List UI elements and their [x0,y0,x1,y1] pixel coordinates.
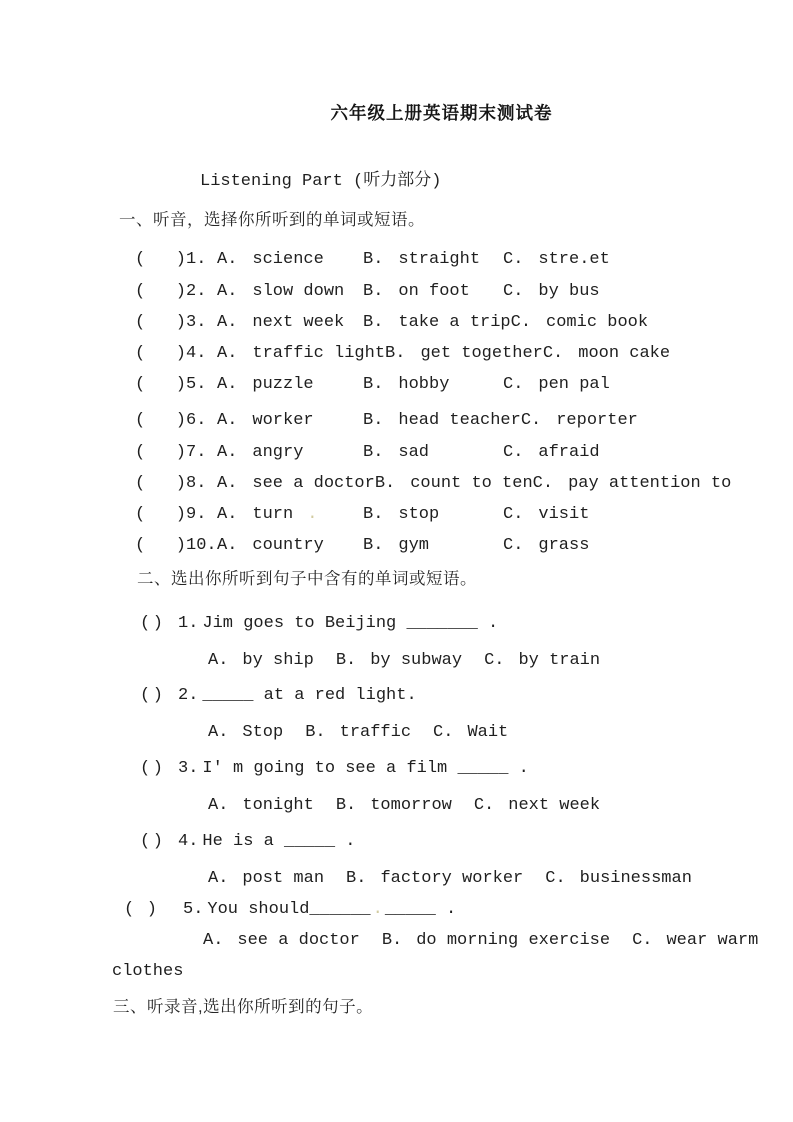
question-number: 2. [178,686,199,705]
option-text: grass [538,536,590,555]
option-b [363,374,503,395]
answer-parens [140,758,163,779]
option-label: C. [503,282,524,301]
option-text: stop [398,505,440,524]
paren-close: ) [175,344,186,363]
question-row-6 [135,410,638,431]
question-number: 7. [186,443,207,462]
option-text: country [252,536,324,555]
option-a [217,504,363,525]
question-row-2 [135,281,600,302]
section-three-heading: 三、听录音,选出你所听到的句子。 [113,998,374,1016]
option-b [363,410,521,431]
paren-open: ( [140,614,151,633]
paren-close: ) [175,411,186,430]
paren-open: ( [140,686,151,705]
option-label: A. [217,282,238,301]
question-row-5 [135,374,610,395]
option-b [363,442,503,463]
option-text: gym [398,536,430,555]
paren-close: ) [152,686,163,705]
option-label: A. [217,505,238,524]
option-b [336,650,462,671]
question-stem-tail: _____ . [384,900,457,919]
answer-parens [140,831,163,852]
option-label: C. [510,313,532,332]
option-label: B. [363,250,384,269]
answer-parens [135,473,186,494]
option-a [217,312,363,333]
option-c [484,650,600,671]
option-c [503,504,589,525]
option-b [305,722,411,743]
option-label: B. [305,723,326,742]
option-text: factory worker [380,869,524,888]
option-text: businessman [579,869,692,888]
option-text: turn [252,505,294,524]
option-label: C. [503,505,524,524]
paren-open: ( [135,474,146,493]
option-a [217,374,363,395]
option-label: A. [217,411,238,430]
option-text: head teacher [398,411,521,430]
option-c [632,930,758,951]
question-row-4 [135,343,670,364]
option-b [363,504,503,525]
option-label: C. [632,931,653,950]
option-text: by train [518,651,601,670]
question-number: 8. [186,474,207,493]
options-row-2 [208,722,530,743]
options-row-4 [208,868,714,889]
option-label: A. [208,723,229,742]
option-c [511,312,648,333]
option-label: B. [363,411,384,430]
option-label: B. [363,313,384,332]
option-text: by subway [370,651,463,670]
option-b [385,343,543,364]
option-label: A. [217,443,238,462]
option-a [217,249,363,270]
question-number: 2. [186,282,207,301]
option-label: B. [363,536,384,555]
option-label: C. [545,869,566,888]
option-label: C. [542,344,564,363]
option-a [217,535,363,556]
paren-open: ( [135,536,146,555]
option-text: pay attention to [568,474,732,493]
paren-open: ( [135,411,146,430]
answer-parens [124,899,157,920]
option-text: pen pal [538,375,610,394]
question-number: 5. [183,900,204,919]
paren-close: ) [152,832,163,851]
question-number: 1. [178,614,199,633]
option-text: Stop [242,723,284,742]
option-text: on foot [398,282,470,301]
option-text: sad [398,443,430,462]
option-label: B. [363,443,384,462]
paren-close: ) [152,759,163,778]
option-text: count to ten [410,474,533,493]
paren-open: ( [135,344,146,363]
option-label: C. [503,375,524,394]
option-text: comic book [546,313,649,332]
option-b [375,473,533,494]
paren-close: ) [175,505,186,524]
paren-close: ) [152,614,163,633]
question-stem-row-5 [124,899,456,920]
option-label: C. [520,411,542,430]
option-b [363,249,503,270]
paren-close: ) [175,282,186,301]
paren-open: ( [135,250,146,269]
option-a [208,722,283,743]
option-text: straight [398,250,481,269]
option-c [503,249,610,270]
option-a [217,473,375,494]
options-row-3 [208,795,622,816]
question-row-9 [135,504,589,525]
option-a [208,795,314,816]
answer-parens [135,343,186,364]
option-label: B. [374,474,396,493]
paren-open: ( [135,505,146,524]
option-label: A. [217,250,238,269]
option-text: worker [252,411,314,430]
page-title: 六年级上册英语期末测试卷 [330,103,553,123]
option-text: traffic [339,723,412,742]
option-text: angry [252,443,304,462]
option-label: A. [217,474,238,493]
option-text: by ship [242,651,314,670]
question-number: 5. [186,375,207,394]
option-b [363,535,503,556]
option-c [543,343,670,364]
paren-close: ) [175,375,186,394]
question-row-8 [135,473,731,494]
option-text: wear warm [666,931,759,950]
option-a [208,650,314,671]
option-label: B. [363,505,384,524]
option-text: stre.et [538,250,610,269]
stray-dot: . [372,900,383,919]
listening-part-subtitle: Listening Part (听力部分) [200,172,442,191]
question-number: 9. [186,505,207,524]
option-label: C. [503,443,524,462]
option-a [217,343,385,364]
option-text: take a trip [398,313,511,332]
paren-open: ( [135,282,146,301]
option-c [521,410,638,431]
question-row-3 [135,312,648,333]
paren-open: ( [140,759,151,778]
option-label: C. [484,651,505,670]
option-label: B. [335,651,357,670]
paren-close: ) [175,443,186,462]
option-text: science [252,250,324,269]
question-stem-row-2 [140,685,417,706]
option-label: A. [208,651,229,670]
option-c [503,535,589,556]
option-b [363,281,503,302]
option-c [503,374,610,395]
option-label: C. [503,250,524,269]
answer-parens [135,312,186,333]
answer-parens [135,281,186,302]
option-text: get together [420,344,543,363]
question-number: 1. [186,250,207,269]
paren-open: ( [140,832,151,851]
option-text: Wait [467,723,509,742]
paren-close: ) [175,313,186,332]
option-label: A. [217,344,238,363]
option-b [382,930,610,951]
question-number: 4. [186,344,207,363]
option-label: C. [473,796,495,815]
paren-open: ( [135,375,146,394]
option-text: see a doctor [252,474,375,493]
option-label: B. [346,869,367,888]
paren-close: ) [175,250,186,269]
option-text: puzzle [252,375,314,394]
question-stem-row-1 [140,613,498,634]
paren-open: ( [124,900,135,919]
option-c-overflow-text: clothes [112,962,184,981]
option-c [545,868,692,889]
option-text: tomorrow [370,796,452,815]
paren-close: ) [146,900,157,919]
option-text: reporter [556,411,638,430]
option-label: B. [381,931,403,950]
option-text: post man [242,869,325,888]
option-c [433,722,508,743]
option-label: A. [217,375,238,394]
option-label: A. [203,931,224,950]
option-text: by bus [538,282,600,301]
option-c [533,473,732,494]
option-text: afraid [538,443,600,462]
option-b [346,868,523,889]
option-text: do morning exercise [416,931,611,950]
question-stem-row-3 [140,758,529,779]
option-a [217,410,363,431]
answer-parens [135,410,186,431]
question-row-1 [135,249,610,270]
option-label: B. [335,796,357,815]
section-one-heading: 一、听音，选择你所听到的单词或短语。 [119,211,425,229]
option-label: C. [503,536,524,555]
option-label: C. [433,723,454,742]
question-stem: You should______ [207,900,371,919]
question-stem: I' m going to see a film _____ . [202,759,529,778]
option-c [474,795,600,816]
question-number: 3. [186,313,207,332]
answer-parens [135,374,186,395]
option-c [503,281,600,302]
question-stem: _____ at a red light. [202,686,417,705]
options-row-5 [203,930,780,951]
stray-dot: . [307,505,318,524]
option-text: traffic light [252,344,386,363]
option-text: hobby [398,375,450,394]
option-label: A. [208,796,229,815]
option-c [503,442,600,463]
question-row-10 [135,535,589,556]
option-text: see a doctor [237,931,360,950]
question-row-7 [135,442,600,463]
paren-close: ) [175,474,186,493]
question-number: 4. [178,832,199,851]
option-text: slow down [252,282,345,301]
option-text: moon cake [578,344,671,363]
option-text: visit [538,505,590,524]
option-text: next week [508,796,601,815]
question-number: 3. [178,759,199,778]
question-stem: He is a _____ . [202,832,356,851]
question-number: 6. [186,411,207,430]
option-label: A. [208,869,229,888]
option-text: next week [252,313,345,332]
question-stem-row-4 [140,831,355,852]
answer-parens [135,535,186,556]
option-b [336,795,452,816]
option-text: tonight [242,796,314,815]
question-stem: Jim goes to Beijing _______ . [202,614,499,633]
answer-parens [140,613,163,634]
answer-parens [135,249,186,270]
paren-open: ( [135,313,146,332]
option-a [217,281,363,302]
answer-parens [140,685,163,706]
paren-open: ( [135,443,146,462]
answer-parens [135,442,186,463]
options-row-1 [208,650,622,671]
option-b [363,312,511,333]
option-a [208,868,324,889]
option-label: A. [217,313,238,332]
section-two-heading: 二、选出你所听到句子中含有的单词或短语。 [137,570,477,588]
option-a [203,930,360,951]
option-label: B. [385,344,406,363]
paren-close: ) [175,536,186,555]
answer-parens [135,504,186,525]
option-a [217,442,363,463]
option-label: B. [363,282,384,301]
option-label: A. [217,536,238,555]
question-number: 10. [186,536,217,555]
option-label: B. [363,375,384,394]
option-label: C. [532,474,554,493]
